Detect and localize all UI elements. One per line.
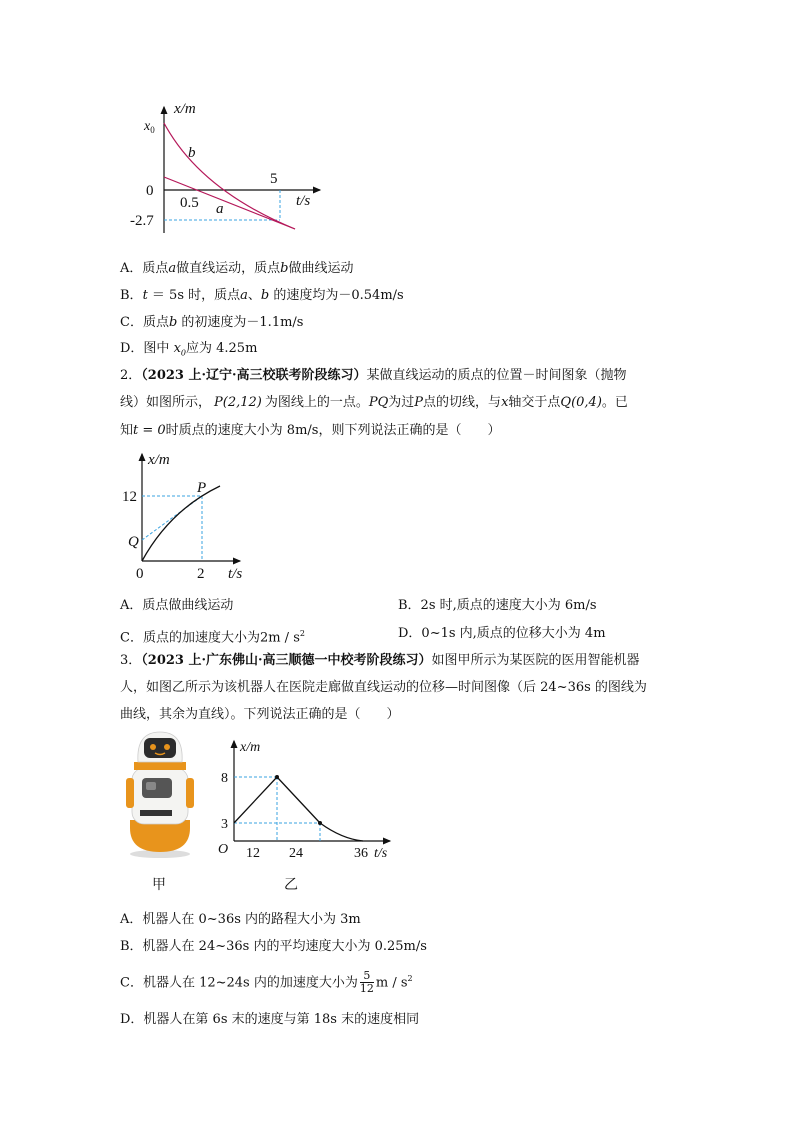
q3-stem-line2: 人，如图乙所示为该机器人在医院走廊做直线运动的位移—时间图像（后 24~36s 的图线为 bbox=[120, 680, 647, 695]
graph2-label-2: 2 bbox=[197, 566, 205, 582]
graph2-label-12: 12 bbox=[122, 489, 137, 505]
graph3-x-label: t/s bbox=[374, 846, 388, 861]
q1-option-c[interactable]: C．质点b 的初速度为－1.1m/s bbox=[120, 315, 304, 330]
graph3-curve bbox=[320, 823, 363, 841]
graph1-x-label: t/s bbox=[296, 193, 311, 209]
q3-option-c[interactable]: C．机器人在 12~24s 内的加速度大小为 $\frac{5}{12}$ m / $s^2$ bbox=[120, 969, 413, 996]
graph3-point-peak bbox=[275, 775, 279, 779]
graph-2 bbox=[120, 448, 260, 583]
graph2-label-Q: Q bbox=[128, 534, 139, 550]
graph1-a-label: a bbox=[216, 201, 224, 217]
graph1-x0-label: $x_0$ bbox=[144, 119, 155, 135]
q3-option-a[interactable]: A．机器人在 0~36s 内的路程大小为 3m bbox=[120, 912, 361, 927]
q1-option-b[interactable]: B．t ＝ 5s 时，质点a、b 的速度均为－0.54m/s bbox=[120, 288, 404, 303]
q2-number: 2． bbox=[120, 368, 142, 383]
q3-source: （2023 上·广东佛山·高三顺德一中校考阶段练习） bbox=[141, 653, 432, 668]
graph3-point-24 bbox=[318, 821, 322, 825]
graph3-label-O: O bbox=[218, 842, 229, 857]
q3-number: 3． bbox=[120, 653, 142, 668]
graph2-label-0: 0 bbox=[136, 566, 144, 582]
q3-stem-line1: 3．（2023 上·广东佛山·高三顺德一中校考阶段练习）如图甲所示为某医院的医用智能机器 bbox=[120, 653, 640, 668]
graph1-tick-0: 0 bbox=[146, 183, 154, 199]
q2-option-d[interactable]: D．0~1s 内,质点的位移大小为 4m bbox=[398, 626, 606, 641]
q3-option-b[interactable]: B．机器人在 24~36s 内的平均速度大小为 0.25m/s bbox=[120, 939, 427, 954]
q2-option-b[interactable]: B．2s 时,质点的速度大小为 6m/s bbox=[398, 598, 597, 613]
graph2-x-label: t/s bbox=[228, 566, 243, 582]
caption-jia: 甲 bbox=[152, 877, 166, 893]
caption-yi: 乙 bbox=[284, 877, 298, 893]
graph2-curve bbox=[142, 486, 220, 561]
robot-image bbox=[120, 728, 200, 858]
graph3-label-8: 8 bbox=[221, 771, 228, 786]
graph1-tick-5: 5 bbox=[270, 171, 278, 187]
graph1-tick-05: 0.5 bbox=[180, 195, 199, 211]
graph3-label-3: 3 bbox=[221, 817, 228, 832]
q3-stem-line3: 曲线，其余为直线）。下列说法正确的是（ ） bbox=[120, 707, 400, 722]
q2-option-a[interactable]: A．质点做曲线运动 bbox=[120, 598, 234, 613]
graph-1 bbox=[120, 95, 340, 245]
graph-3 bbox=[212, 735, 402, 865]
graph3-y-label: x/m bbox=[240, 740, 261, 755]
graph3-label-36: 36 bbox=[354, 846, 368, 861]
q2-stem-line2: 线）如图所示， P(2,12) 为图线上的一点。PQ为过P点的切线，与x轴交于点Q(0,4)。已 bbox=[120, 395, 628, 410]
q1-option-d[interactable]: D．图中 $x_0$应为 4.25m bbox=[120, 341, 258, 358]
q2-stem-line1: 2．（2023 上·辽宁·高三校联考阶段练习）某做直线运动的质点的位置－时间图象（抛物 bbox=[120, 368, 627, 383]
graph2-y-label: x/m bbox=[148, 452, 170, 468]
q2-source: （2023 上·辽宁·高三校联考阶段练习） bbox=[141, 368, 367, 383]
q2-option-c[interactable]: C．质点的加速度大小为$2m / s^2$ bbox=[120, 629, 305, 646]
q1-option-a[interactable]: A．质点a做直线运动，质点b做曲线运动 bbox=[120, 261, 354, 276]
graph3-label-24: 24 bbox=[289, 846, 303, 861]
graph1-b-label: b bbox=[188, 145, 196, 161]
graph1-tick-neg: -2.7 bbox=[130, 213, 154, 229]
graph2-label-P: P bbox=[197, 480, 207, 496]
graph1-y-label: x/m bbox=[174, 101, 196, 117]
graph3-label-12: 12 bbox=[246, 846, 260, 861]
q2-stem-line3: 知t = 0时质点的速度大小为 8m/s，则下列说法正确的是（ ） bbox=[120, 423, 501, 438]
fraction: $\frac{5}{12}$ bbox=[359, 969, 374, 996]
q3-option-d[interactable]: D．机器人在第 6s 末的速度与第 18s 末的速度相同 bbox=[120, 1012, 420, 1027]
